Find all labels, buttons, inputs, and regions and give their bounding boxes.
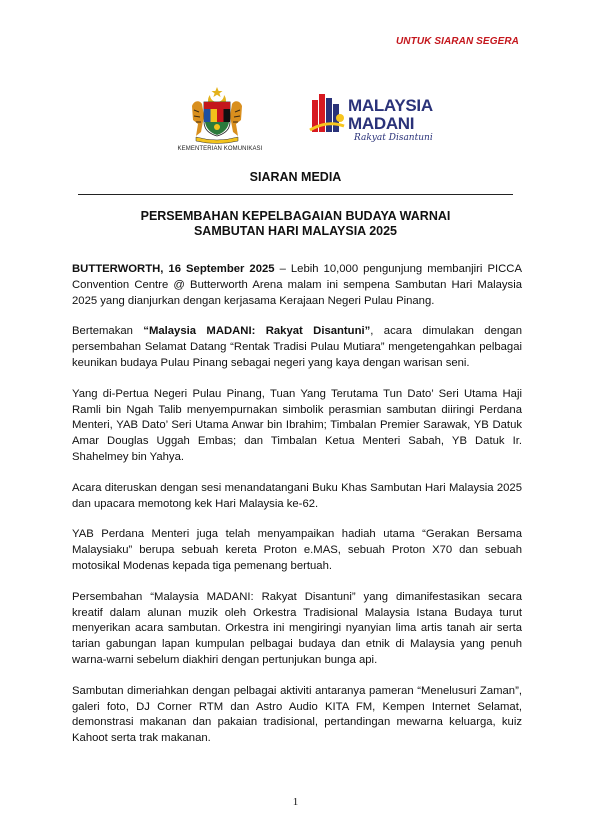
headline-line2: SAMBUTAN HARI MALAYSIA 2025 [193, 224, 398, 238]
paragraph-5: YAB Perdana Menteri juga telah menyampaikan hadiah utama “Gerakan Bersama Malaysiaku” berupa sebuah kereta Proton e.MAS, sebuah Proton X70 dan sebuah motosikal Modenas kepada tiga pemenang bertuah. [72, 528, 522, 572]
page-number: 1 [292, 796, 299, 808]
divider [78, 194, 513, 195]
paragraph-4: Acara diteruskan dengan sesi menandatangani Buku Khas Sambutan Hari Malaysia 2025 dan upacara memotong kek Hari Malaysia ke-62. [72, 481, 522, 510]
paragraph-3: Yang di-Pertua Negeri Pulau Pinang, Tuan Yang Terutama Tun Dato’ Seri Utama Haji Ramli bin Ngah Talib menyempurnakan simbolik perasmian sambutan diiringi Perdana Menteri, YAB Dato’ Seri Utama Anwar bin Ibrahim; Timbalan Premier Sarawak, YB Datuk Amar Douglas Uggah Embas; dan Timbalan Ketua Menteri Sabah, YB Datuk Ir. Shahelmey bin Yahya. [72, 387, 522, 463]
madani-logo-line1: MALAYSIA [348, 96, 433, 115]
headline [0, 209, 591, 239]
paragraph-6: Persembahan “Malaysia MADANI: Rakyat Disantuni” yang dimanifestasikan secara kreatif dalam alunan muzik oleh Orkestra Tradisional Malaysia Istana Budaya turut menyerikan acara sambutan. Orkestra ini mengiringi nyanyian lima artis tanah air serta tarian gabungan lapan kumpulan pelbagai budaya dan etnik di Malaysia yang penuh warna-warni sebelum diakhiri dengan pertunjukan bunga api. [72, 590, 522, 666]
paragraph-1-text: – Lebih 10,000 pengunjung membanjiri PICCA Convention Centre @ Butterworth Arena malam ini sempena Sambutan Hari Malaysia 2025 yang dianjurkan dengan kerjasama Kerajaan Negeri Pulau Pinang. [72, 263, 522, 307]
ministry-caption: KEMENTERIAN KOMUNIKASI [177, 146, 263, 152]
press-release-body [72, 262, 522, 762]
dateline: BUTTERWORTH, 16 September 2025 [72, 263, 275, 275]
paragraph-2 [72, 324, 522, 371]
logo-row [0, 84, 591, 164]
paragraph-2-text: , acara dimulakan dengan persembahan Selamat Datang “Rentak Tradisi Pulau Mutiara” mengetengahkan pelbagai keunikan budaya Pulau Pinang sebagai negeri yang kaya dengan warisan seni. [72, 325, 522, 369]
document-type-label: SIARAN MEDIA [249, 170, 342, 184]
madani-logo-icon [308, 90, 346, 136]
paragraph-7: Sambutan dimeriahkan dengan pelbagai aktiviti antaranya pameran “Menelusuri Zaman”, galeri foto, DJ Corner RTM dan Astro Audio KITA FM, Kempen Internet Selamat, demonstrasi makanan dan pakaian tradisional, pertandingan mewarna keluarga, kuiz Kahoot serta trak makanan. [72, 684, 522, 745]
madani-logo-tagline: Rakyat Disantuni [354, 133, 433, 143]
paragraph-2-start: Bertemakan [72, 325, 144, 338]
madani-logo-line2: MADANI [348, 114, 415, 133]
paragraph-1 [72, 262, 522, 309]
coat-of-arms-icon [188, 86, 246, 144]
release-tag: UNTUK SIARAN SEGERA [395, 36, 519, 47]
headline-line1: PERSEMBAHAN KEPELBAGAIAN BUDAYA WARNAI [140, 209, 451, 223]
event-theme: “Malaysia MADANI: Rakyat Disantuni” [143, 325, 371, 338]
